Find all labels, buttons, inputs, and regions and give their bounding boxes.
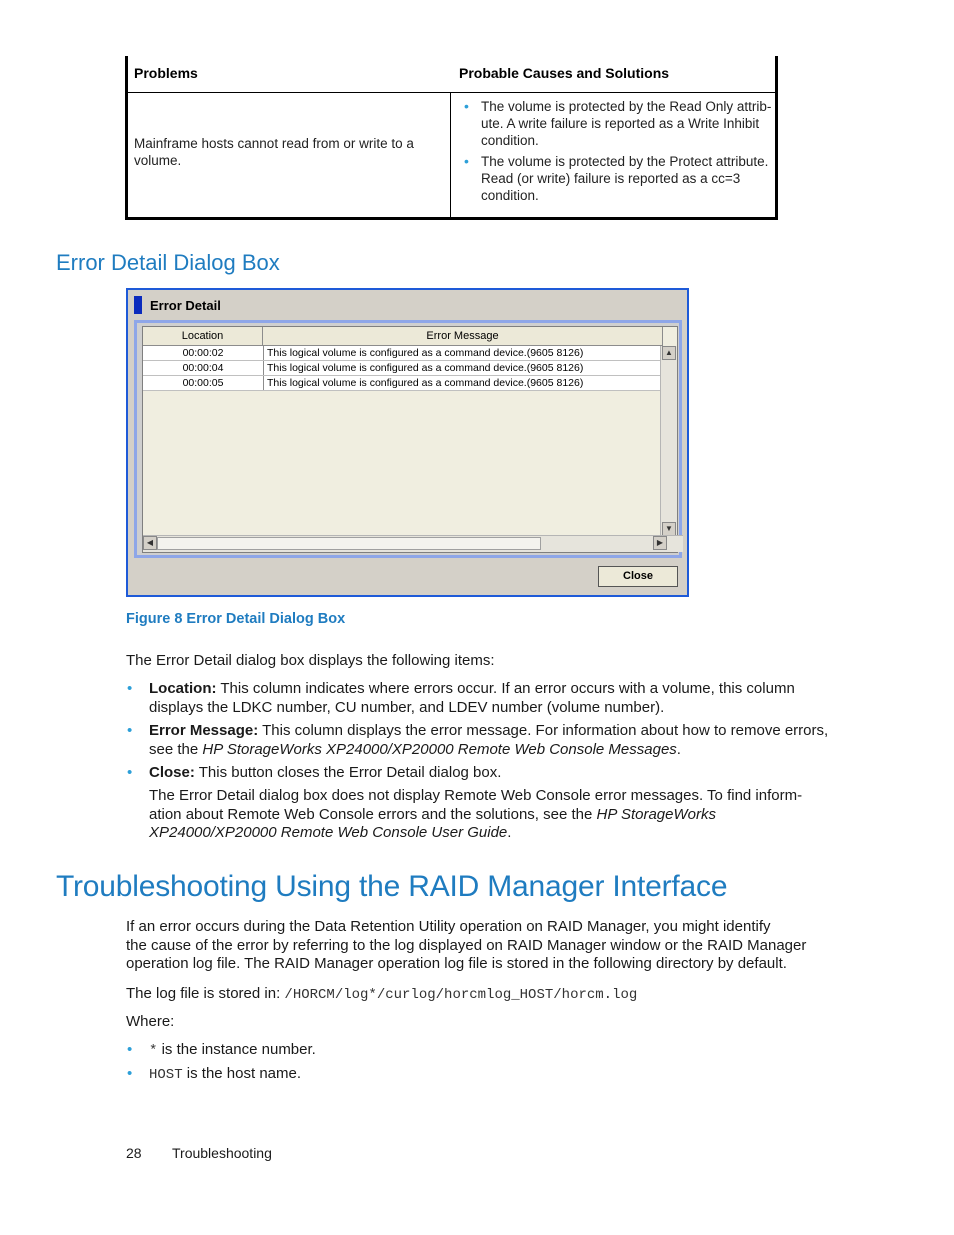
close-button[interactable]: Close — [598, 566, 678, 587]
error-detail-dialog — [126, 288, 689, 597]
scroll-left-arrow-icon[interactable]: ◀ — [143, 536, 157, 550]
problems-header: Problems — [134, 65, 198, 81]
dialog-titlebar — [128, 292, 687, 318]
title-marker-icon — [134, 296, 142, 314]
message-cell: This logical volume is configured as a command device.(9605 8126) — [267, 347, 584, 359]
causes-header: Probable Causes and Solutions — [459, 65, 670, 81]
scroll-up-arrow-icon[interactable]: ▲ — [662, 346, 676, 360]
cause-item: • The volume is protected by the Protect attribute. Read (or write) failure is reported as a cc=3 condition. — [464, 153, 769, 203]
problems-table — [125, 56, 778, 220]
message-cell: This logical volume is configured as a command device.(9605 8126) — [267, 377, 584, 389]
log-location: The log file is stored in: /HORCM/log*/curlog/horcmlog_HOST/horcm.log — [126, 985, 638, 1003]
intro-text: The Error Detail dialog box displays the following items: — [126, 652, 495, 669]
figure-caption: Figure 8 Error Detail Dialog Box — [126, 611, 346, 627]
page-number: 28 — [126, 1145, 142, 1161]
bullet-icon: • — [127, 764, 133, 781]
error-list-frame — [134, 320, 682, 558]
scroll-thumb[interactable] — [157, 537, 541, 550]
table-row[interactable] — [143, 346, 667, 361]
location-cell: 00:00:04 — [143, 361, 264, 375]
scroll-down-arrow-icon[interactable]: ▼ — [662, 522, 676, 536]
error-grid[interactable] — [142, 326, 678, 553]
footer-section: Troubleshooting — [172, 1145, 272, 1161]
message-cell: This logical volume is configured as a command device.(9605 8126) — [267, 362, 584, 374]
problem-cell: Mainframe hosts cannot read from or write to a volume. — [134, 136, 414, 168]
bullet-icon: • — [127, 680, 133, 697]
causes-cell — [459, 98, 772, 208]
location-cell: 00:00:05 — [143, 376, 264, 390]
column-header-location[interactable]: Location — [143, 327, 263, 346]
location-cell: 00:00:02 — [143, 346, 264, 360]
note-paragraph: The Error Detail dialog box does not display Remote Web Console error messages. To find inform- ation about Remote Web Console errors and the solutions, see the HP StorageWorks XP24000/XP20000 Remote Web Console User Guide. — [149, 787, 803, 841]
vertical-scrollbar[interactable] — [660, 346, 677, 536]
location-item: Location: This column indicates where errors occur. If an error occurs with a volume, this column displays the LDKC number, CU number, and LDEV number (volume number). — [149, 680, 795, 716]
where-item: HOST is the host name. — [149, 1065, 302, 1083]
cause-item: • The volume is protected by the Read Only attrib-ute. A write failure is reported as a Write Inhibit condition. — [464, 98, 772, 148]
scroll-right-arrow-icon[interactable]: ▶ — [653, 536, 667, 550]
dialog-title: Error Detail — [150, 298, 221, 313]
error-message-item: Error Message: This column displays the error message. For information about how to remove errors, see the HP StorageWorks XP24000/XP20000 Remote Web Console Messages. — [149, 722, 829, 758]
raid-heading: Troubleshooting Using the RAID Manager Interface — [56, 870, 728, 903]
horizontal-scrollbar[interactable] — [143, 535, 683, 552]
table-row[interactable] — [143, 361, 667, 376]
section-heading: Error Detail Dialog Box — [56, 250, 280, 275]
log-path: /HORCM/log*/curlog/horcmlog_HOST/horcm.log — [284, 987, 638, 1003]
where-item: * is the instance number. — [149, 1041, 316, 1059]
column-header-error-message[interactable]: Error Message — [263, 327, 663, 346]
bullet-icon: • — [127, 1065, 133, 1082]
raid-paragraph: If an error occurs during the Data Retention Utility operation on RAID Manager, you might identify the cause of the error by referring to the log displayed on RAID Manager window or the RAID Manager operation log file. The RAID Manager operation log file is stored in the following directory by default. — [126, 918, 807, 972]
close-item: Close: This button closes the Error Detail dialog box. — [149, 764, 502, 781]
where-label: Where: — [126, 1013, 175, 1030]
table-row[interactable] — [143, 376, 667, 391]
bullet-icon: • — [127, 1041, 133, 1058]
bullet-icon: • — [127, 722, 133, 739]
